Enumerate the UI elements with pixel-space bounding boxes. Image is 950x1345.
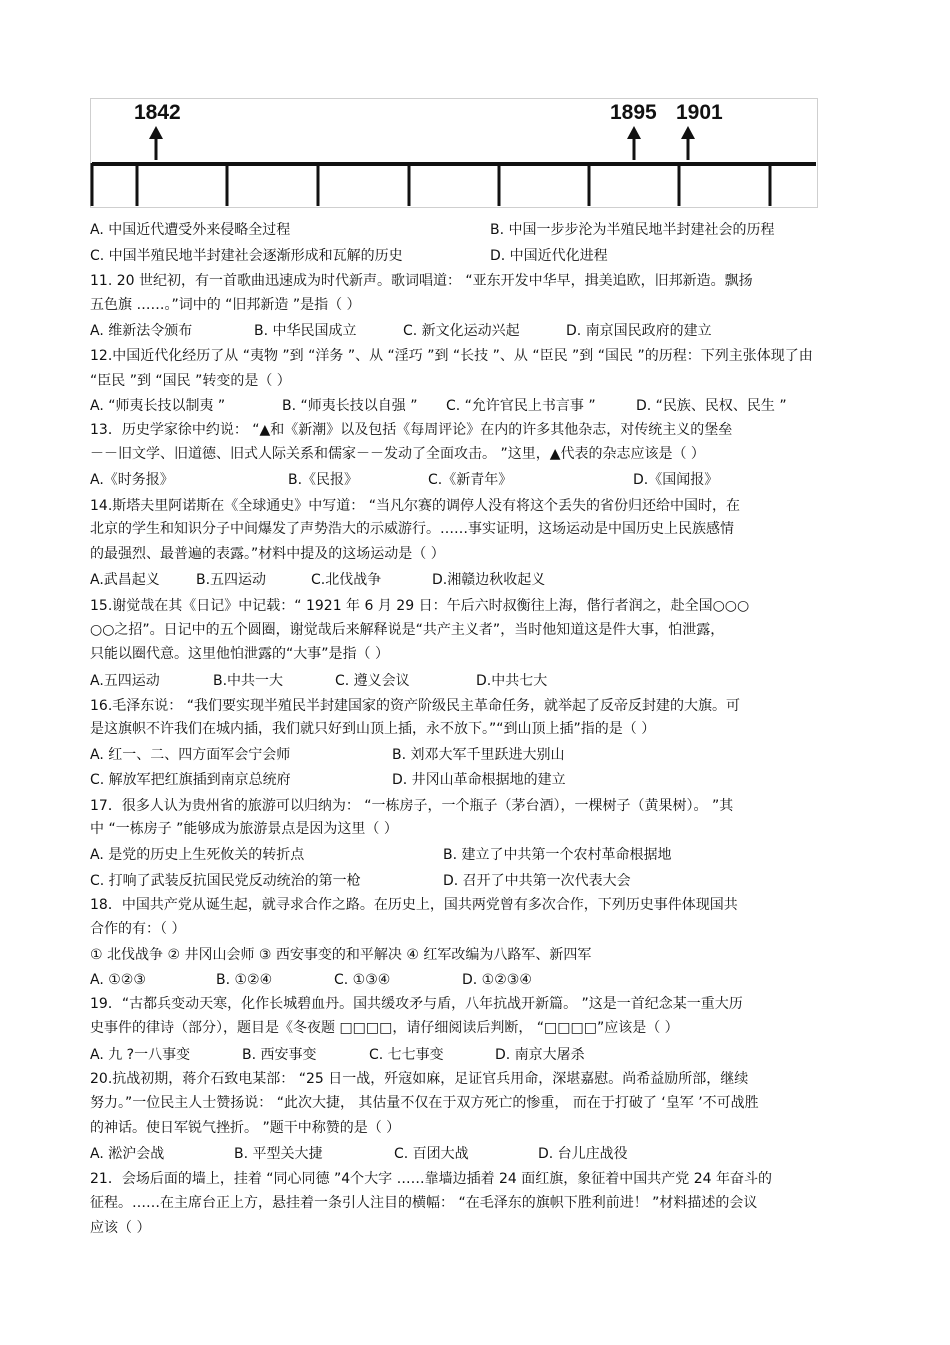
q11-option-a: A. 维新法令颁布 xyxy=(90,323,193,339)
q13-option-d: D.《国闻报》 xyxy=(633,472,719,488)
q13-stem-line-1: 13．历史学家徐中约说： “▲和《新潮》以及包括《每周评论》在内的许多其他杂志，对传统主义的堡垒 xyxy=(90,422,733,438)
q18-option-d: D. ①②③④ xyxy=(462,972,532,988)
q10-option-d: D. 中国近代化进程 xyxy=(490,248,608,264)
q15-stem-line-1: 15.谢觉哉在其《日记》中记载：“ 1921 年 6 月 29 日：午后六时叔衡往上海，偕行者润之，赴全国○○○ xyxy=(90,598,750,614)
q20-option-a: A. 淞沪会战 xyxy=(90,1146,165,1162)
q20-option-c: C. 百团大战 xyxy=(394,1146,469,1162)
q19-option-d: D. 南京大屠杀 xyxy=(495,1047,585,1063)
q14-stem-line-2: 北京的学生和知识分子中间爆发了声势浩大的示威游行。……事实证明，这场运动是中国历史上民族感情 xyxy=(90,521,734,537)
q19-stem-line-1: 19．“古都兵变动天寒，化作长城碧血丹。国共缓攻矛与盾，八年抗战开新篇。 ”这是一首纪念某一重大历 xyxy=(90,996,743,1012)
q14-option-b: B.五四运动 xyxy=(196,572,267,588)
year-1895-label: 1895 xyxy=(610,101,657,124)
q17-option-a: A. 是党的历史上生死攸关的转折点 xyxy=(90,847,305,863)
year-1842-label: 1842 xyxy=(134,101,181,124)
q17-option-d: D. 召开了中共第一次代表大会 xyxy=(443,873,631,889)
q11-option-c: C. 新文化运动兴起 xyxy=(403,323,520,339)
q13-stem-line-2: －－旧文学、旧道德、旧式人际关系和儒家－－发动了全面攻击。 ”这里，▲代表的杂志应该是（ ） xyxy=(90,446,705,462)
q11-stem-line-2: 五色旗 ……。”词中的 “旧邦新造 ”是指（ ） xyxy=(90,297,361,313)
q14-stem-line-1: 14.斯塔夫里阿诺斯在《全球通史》中写道： “当凡尔赛的调停人没有将这个丢失的省份归还给中国时，在 xyxy=(90,498,740,514)
timeline-figure xyxy=(90,98,818,208)
q20-option-d: D. 台儿庄战役 xyxy=(538,1146,628,1162)
q16-option-a: A. 红一、二、四方面军会宁会师 xyxy=(90,747,291,763)
q19-option-c: C. 七七事变 xyxy=(369,1047,444,1063)
q18-stem-line-1: 18．中国共产党从诞生起，就寻求合作之路。在历史上，国共两党曾有多次合作，下列历史事件体现国共 xyxy=(90,897,738,913)
q16-option-c: C. 解放军把红旗插到南京总统府 xyxy=(90,772,291,788)
q11-option-b: B. 中华民国成立 xyxy=(254,323,357,339)
q16-option-d: D. 井冈山革命根据地的建立 xyxy=(392,772,566,788)
q14-option-a: A.武昌起义 xyxy=(90,572,160,588)
q16-stem-line-2: 是这旗帜不许我们在城内插，我们就只好到山顶上插，永不放下。”“到山顶上插”指的是（ ） xyxy=(90,721,656,737)
q18-option-b: B. ①②④ xyxy=(216,972,273,988)
q10-option-a: A. 中国近代遭受外来侵略全过程 xyxy=(90,222,291,238)
q21-stem-line-1: 21．会场后面的墙上，挂着 “同心同德 ”4个大字 ……靠墙边插着 24 面红旗，象征着中国共产党 24 年奋斗的 xyxy=(90,1171,773,1187)
q12-option-a: A. “师夷长技以制夷 ” xyxy=(90,398,226,414)
q18-stem-line-3: ① 北伐战争 ② 井冈山会师 ③ 西安事变的和平解决 ④ 红军改编为八路军、新四军 xyxy=(90,947,592,963)
q15-option-d: D.中共七大 xyxy=(476,673,548,689)
q13-option-a: A.《时务报》 xyxy=(90,472,174,488)
q12-option-c: C. “允许官民上书言事 ” xyxy=(446,398,596,414)
q17-option-c: C. 打响了武装反抗国民党反动统治的第一枪 xyxy=(90,873,361,889)
q12-stem-line-1: 12.中国近代化经历了从 “夷物 ”到 “洋务 ”、从 “淫巧 ”到 “长技 ”、从 “臣民 ”到 “国民 ”的历程：下列主张体现了由 xyxy=(90,348,813,364)
year-1901-label: 1901 xyxy=(676,101,723,124)
q14-stem-line-3: 的最强烈、最普遍的表露。”材料中提及的这场运动是（ ） xyxy=(90,546,445,562)
q15-option-c: C. 遵义会议 xyxy=(335,673,410,689)
q12-option-b: B. “师夷长技以自强 ” xyxy=(282,398,418,414)
q10-option-c: C. 中国半殖民地半封建社会逐渐形成和瓦解的历史 xyxy=(90,248,403,264)
q14-option-d: D.湘赣边秋收起义 xyxy=(432,572,546,588)
q17-stem-line-2: 中 “一栋房子 ”能够成为旅游景点是因为这里（ ） xyxy=(90,821,398,837)
q15-option-b: B.中共一大 xyxy=(213,673,284,689)
q20-option-b: B. 平型关大捷 xyxy=(234,1146,323,1162)
q10-option-b: B. 中国一步步沦为半殖民地半封建社会的历程 xyxy=(490,222,775,238)
q12-option-d: D. “民族、民权、民生 ” xyxy=(636,398,787,414)
q16-option-b: B. 刘邓大军千里跃进大别山 xyxy=(392,747,565,763)
q19-option-b: B. 西安事变 xyxy=(242,1047,317,1063)
q11-stem-line-1: 11. 20 世纪初，有一首歌曲迅速成为时代新声。歌词唱道： “亚东开发中华早，揖美追欧，旧邦新造。飘扬 xyxy=(90,273,753,289)
q17-option-b: B. 建立了中共第一个农村革命根据地 xyxy=(443,847,672,863)
q19-stem-line-2: 史事件的律诗（部分），题目是《冬夜题 □□□□，请仔细阅读后判断， “□□□□”应该是（ ） xyxy=(90,1020,679,1036)
q20-stem-line-2: 努力。”一位民主人士赞扬说： “此次大捷， 其估量不仅在于双方死亡的惨重， 而在于打破了 ‘皇军 ’不可战胜 xyxy=(90,1095,759,1111)
q18-option-a: A. ①②③ xyxy=(90,972,146,988)
q13-option-b: B.《民报》 xyxy=(288,472,359,488)
q19-option-a: A. 九 ?一八事变 xyxy=(90,1047,191,1063)
q21-stem-line-3: 应该（ ） xyxy=(90,1220,151,1236)
q17-stem-line-1: 17．很多人认为贵州省的旅游可以归纳为： “一栋房子，一个瓶子（茅台酒），一棵树子（黄果树）。 ”其 xyxy=(90,798,734,814)
q15-stem-line-2: ○○之招”。日记中的五个圆圈，谢觉哉后来解释说是“共产主义者”，当时他知道这是件大事，怕泄露， xyxy=(90,622,725,638)
q15-stem-line-3: 只能以圈代意。这里他怕泄露的“大事”是指（ ） xyxy=(90,646,389,662)
q12-stem-line-2: “臣民 ”到 “国民 ”转变的是（ ） xyxy=(90,373,291,389)
q16-stem-line-1: 16.毛泽东说： “我们要实现半殖民半封建国家的资产阶级民主革命任务，就举起了反帝反封建的大旗。可 xyxy=(90,698,740,714)
q14-option-c: C.北伐战争 xyxy=(311,572,382,588)
q18-stem-line-2: 合作的有：（ ） xyxy=(90,921,186,937)
q18-option-c: C. ①③④ xyxy=(334,972,391,988)
q11-option-d: D. 南京国民政府的建立 xyxy=(566,323,712,339)
q21-stem-line-2: 征程。……在主席台正上方，悬挂着一条引人注目的横幅： “在毛泽东的旗帜下胜利前进！ ”材料描述的会议 xyxy=(90,1195,758,1211)
q20-stem-line-1: 20.抗战初期，蒋介石致电某部： “25 日一战，歼寇如麻，足证官兵用命，深堪嘉慰。尚希益励所部，继续 xyxy=(90,1071,749,1087)
q13-option-c: C.《新青年》 xyxy=(428,472,513,488)
q20-stem-line-3: 的神话。使日军锐气挫折。 ”题干中称赞的是（ ） xyxy=(90,1120,401,1136)
q15-option-a: A.五四运动 xyxy=(90,673,160,689)
